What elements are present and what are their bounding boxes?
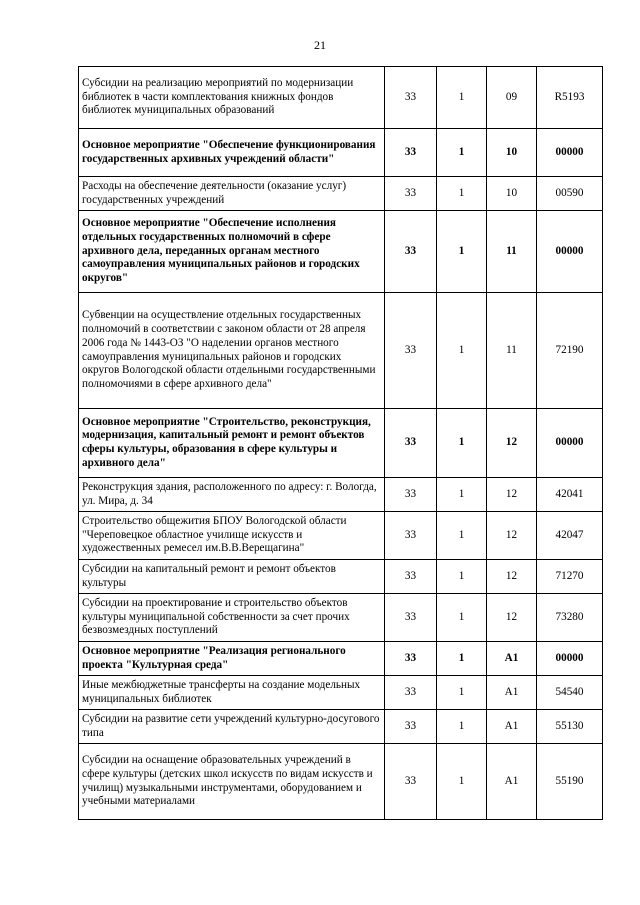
table-row	[79, 560, 603, 594]
table-row	[79, 744, 603, 820]
row-name-cell: Субсидии на реализацию мероприятий по модернизации библиотек в части комплектования книжных фондов библиотек муниципальных образований	[79, 67, 385, 129]
table-row	[79, 642, 603, 676]
program-code-cell: 12	[487, 409, 537, 478]
table-row	[79, 512, 603, 560]
program-code-cell: А1	[487, 744, 537, 820]
subsection-code-cell: 1	[437, 676, 487, 710]
section-code-cell: 33	[385, 676, 437, 710]
table-body	[79, 67, 603, 820]
program-code-cell: 12	[487, 560, 537, 594]
section-code-cell: 33	[385, 744, 437, 820]
section-code-cell: 33	[385, 177, 437, 211]
subsection-code-cell: 1	[437, 211, 487, 293]
section-code-cell: 33	[385, 211, 437, 293]
table-row	[79, 211, 603, 293]
program-code-cell: А1	[487, 642, 537, 676]
subsection-code-cell: 1	[437, 409, 487, 478]
subsection-code-cell: 1	[437, 129, 487, 177]
table-row	[79, 478, 603, 512]
section-code-cell: 33	[385, 478, 437, 512]
section-code-cell: 33	[385, 293, 437, 409]
row-name-cell: Основное мероприятие "Обеспечение исполнения отдельных государственных полномочий в сфере архивного дела, переданных органам местного самоуправления муниципальных районов и городских округов"	[79, 211, 385, 293]
expense-code-cell: 00000	[537, 211, 603, 293]
subsection-code-cell: 1	[437, 67, 487, 129]
program-code-cell: 11	[487, 211, 537, 293]
table-row	[79, 710, 603, 744]
row-name-cell: Основное мероприятие "Строительство, реконструкция, модернизация, капитальный ремонт и ремонт объектов сферы культуры, образования в сфере культуры и архивного дела"	[79, 409, 385, 478]
expense-code-cell: 72190	[537, 293, 603, 409]
row-name-cell: Основное мероприятие "Реализация регионального проекта "Культурная среда"	[79, 642, 385, 676]
program-code-cell: 10	[487, 129, 537, 177]
subsection-code-cell: 1	[437, 642, 487, 676]
program-code-cell: 12	[487, 478, 537, 512]
section-code-cell: 33	[385, 67, 437, 129]
expense-code-cell: 00000	[537, 129, 603, 177]
expense-code-cell: 00000	[537, 409, 603, 478]
program-code-cell: 11	[487, 293, 537, 409]
section-code-cell: 33	[385, 409, 437, 478]
program-code-cell: 10	[487, 177, 537, 211]
subsection-code-cell: 1	[437, 478, 487, 512]
program-code-cell: 12	[487, 594, 537, 642]
program-code-cell: 09	[487, 67, 537, 129]
row-name-cell: Реконструкция здания, расположенного по адресу: г. Вологда, ул. Мира, д. 34	[79, 478, 385, 512]
row-name-cell: Иные межбюджетные трансферты на создание модельных муниципальных библиотек	[79, 676, 385, 710]
subsection-code-cell: 1	[437, 744, 487, 820]
expense-code-cell: 54540	[537, 676, 603, 710]
table-row	[79, 676, 603, 710]
program-code-cell: А1	[487, 676, 537, 710]
program-code-cell: 12	[487, 512, 537, 560]
row-name-cell: Субсидии на проектирование и строительство объектов культуры муниципальной собственности за счет прочих безвозмездных поступлений	[79, 594, 385, 642]
subsection-code-cell: 1	[437, 293, 487, 409]
expense-code-cell: 71270	[537, 560, 603, 594]
table-row	[79, 177, 603, 211]
subsection-code-cell: 1	[437, 710, 487, 744]
section-code-cell: 33	[385, 512, 437, 560]
subsection-code-cell: 1	[437, 177, 487, 211]
expense-code-cell: 42047	[537, 512, 603, 560]
expense-code-cell: 55190	[537, 744, 603, 820]
row-name-cell: Субсидии на капитальный ремонт и ремонт объектов культуры	[79, 560, 385, 594]
table-row	[79, 67, 603, 129]
budget-table	[78, 66, 603, 820]
section-code-cell: 33	[385, 594, 437, 642]
row-name-cell: Расходы на обеспечение деятельности (оказание услуг) государственных учреждений	[79, 177, 385, 211]
section-code-cell: 33	[385, 560, 437, 594]
section-code-cell: 33	[385, 642, 437, 676]
table-row	[79, 129, 603, 177]
expense-code-cell: R5193	[537, 67, 603, 129]
row-name-cell: Субсидии на развитие сети учреждений культурно-досугового типа	[79, 710, 385, 744]
expense-code-cell: 55130	[537, 710, 603, 744]
row-name-cell: Субсидии на оснащение образовательных учреждений в сфере культуры (детских школ искусств по видам искусств и училищ) музыкальными инструментами, оборудованием и учебными материалами	[79, 744, 385, 820]
subsection-code-cell: 1	[437, 560, 487, 594]
expense-code-cell: 00590	[537, 177, 603, 211]
section-code-cell: 33	[385, 710, 437, 744]
program-code-cell: А1	[487, 710, 537, 744]
row-name-cell: Основное мероприятие "Обеспечение функционирования государственных архивных учреждений области"	[79, 129, 385, 177]
subsection-code-cell: 1	[437, 594, 487, 642]
subsection-code-cell: 1	[437, 512, 487, 560]
table-row	[79, 409, 603, 478]
table-row	[79, 293, 603, 409]
table-row	[79, 594, 603, 642]
section-code-cell: 33	[385, 129, 437, 177]
expense-code-cell: 73280	[537, 594, 603, 642]
row-name-cell: Строительство общежития БПОУ Вологодской области "Череповецкое областное училище искусств и художественных ремесел им.В.В.Верещагина"	[79, 512, 385, 560]
expense-code-cell: 42041	[537, 478, 603, 512]
page-number: 21	[314, 38, 326, 52]
row-name-cell: Субвенции на осуществление отдельных государственных полномочий в соответствии с законом области от 28 апреля 2006 года № 1443-ОЗ "О наделении органов местного самоуправления муниципальных районов и городских округов Вологодской области отдельными государственными полномочиями в сфере архивного дела"	[79, 293, 385, 409]
expense-code-cell: 00000	[537, 642, 603, 676]
